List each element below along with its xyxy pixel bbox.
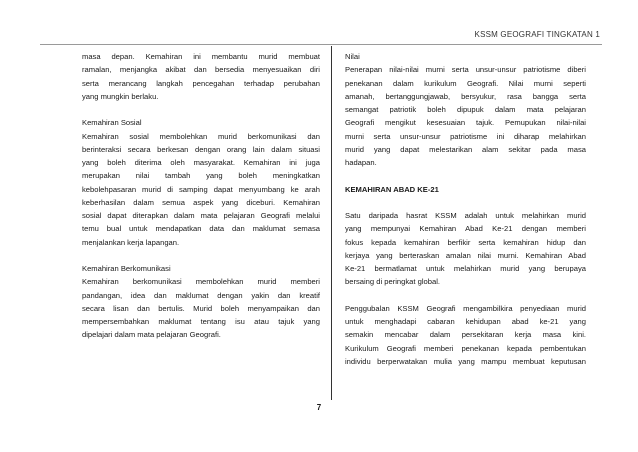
text-line: Penerapan nilai-nilai murni serta unsur-unsur patriotisme diberi bbox=[345, 65, 586, 75]
text-line: yang mempunyai Kemahiran Abad Ke-21 dengan memberi bbox=[345, 224, 586, 234]
text-line: berinteraksi secara berkesan dengan orang lain dalam situasi bbox=[82, 144, 320, 154]
text-line: pandangan, idea dan maklumat dengan yakin dan kreatif bbox=[82, 290, 320, 300]
text-line: Kemahiran berkomunikasi membolehkan murid memberi bbox=[82, 277, 320, 287]
text-line: dipelajari dalam mata pelajaran Geografi. bbox=[82, 330, 221, 340]
text-line: serta merancang langkah pencegahan terhadap perubahan bbox=[82, 78, 320, 88]
text-line: menjalankan kerja lapangan. bbox=[82, 237, 180, 247]
text-line: individu berperwatakan mulia yang mampu membuat keputusan bbox=[345, 356, 586, 366]
text-line: kebolehpasaran murid di samping dapat menyumbang ke arah bbox=[82, 184, 320, 194]
text-line: Kurikulum Geografi memberi penekanan kepada pembentukan bbox=[345, 343, 586, 353]
text-line: secara lisan dan bertulis. Murid boleh menyampaikan dan bbox=[82, 303, 320, 313]
section-heading: Nilai bbox=[345, 52, 360, 61]
text-line: kerjaya yang berteraskan amalan nilai murni. Kemahiran Abad bbox=[345, 250, 586, 260]
text-line: semakin mencabar dalam persekitaran kerja masa kini. bbox=[345, 330, 586, 340]
page-number: 7 bbox=[316, 403, 322, 412]
text-line: Geografi mengikut kesesuaian tajuk. Pemupukan nilai-nilai bbox=[345, 118, 586, 128]
text-line: untuk menghadapi cabaran kehidupan abad ke-21 yang bbox=[345, 317, 586, 326]
header-title: KSSM GEOGRAFI TINGKATAN 1 bbox=[474, 30, 600, 39]
text-line: mempersembahkan maklumat tentang isu atau tajuk yang bbox=[82, 317, 320, 326]
text-line: Ke-21 bermatlamat untuk melahirkan murid yang berupaya bbox=[345, 264, 586, 273]
column-divider bbox=[331, 46, 332, 400]
text-line: sosial dapat diterapkan dalam mata pelajaran Geografi melalui bbox=[82, 211, 320, 220]
paragraph-gap bbox=[345, 196, 586, 209]
text-line: murid yang dapat melestarikan alam sekitar pada masa bbox=[345, 144, 586, 154]
paragraph-gap bbox=[345, 289, 586, 302]
text-line: murni serta unsur-unsur patriotisme ini diharap melahirkan bbox=[345, 131, 586, 141]
text-line: merupakan nilai tambah yang boleh meningkatkan bbox=[82, 171, 320, 181]
section-heading: KEMAHIRAN ABAD KE-21 bbox=[345, 184, 439, 194]
text-line: semangat patriotik boleh dipupuk dalam mata pelajaran bbox=[345, 105, 586, 114]
text-line: ramalan, menjangka akibat dan bersedia menyesuaikan diri bbox=[82, 65, 320, 75]
text-line: bersaing di peringkat global. bbox=[345, 277, 440, 287]
paragraph-gap bbox=[82, 249, 320, 262]
text-line: penekanan dalam kurikulum Geografi. Nilai murni seperti bbox=[345, 78, 586, 88]
left-column bbox=[82, 50, 320, 342]
text-line: temu bual untuk mendapatkan data dan maklumat semasa bbox=[82, 224, 320, 234]
text-line: hadapan. bbox=[345, 158, 377, 167]
paragraph-gap bbox=[82, 103, 320, 116]
text-line: Penggubalan KSSM Geografi mengambilkira penyediaan murid bbox=[345, 303, 586, 313]
text-line: masa depan. Kemahiran ini membantu murid membuat bbox=[82, 52, 320, 61]
paragraph-gap bbox=[345, 169, 586, 182]
text-line: Kemahiran sosial membolehkan murid berkomunikasi dan bbox=[82, 131, 320, 141]
text-line: fokus kepada kemahiran berfikir serta kemahiran hidup dan bbox=[345, 237, 586, 247]
section-heading: Kemahiran Berkomunikasi bbox=[82, 264, 171, 273]
right-column bbox=[345, 50, 586, 368]
text-line: keberhasilan dalam semua aspek yang diceburi. Kemahiran bbox=[82, 197, 320, 207]
text-line: yang mungkin berlaku. bbox=[82, 91, 159, 101]
text-line: amanah, bertanggungjawab, bersyukur, rasa bangga serta bbox=[345, 91, 586, 101]
section-heading: Kemahiran Sosial bbox=[82, 118, 142, 128]
text-line: yang boleh diterima oleh masyarakat. Kemahiran ini juga bbox=[82, 158, 320, 167]
page-header bbox=[40, 10, 602, 45]
text-line: Satu daripada hasrat KSSM adalah untuk melahirkan murid bbox=[345, 211, 586, 220]
